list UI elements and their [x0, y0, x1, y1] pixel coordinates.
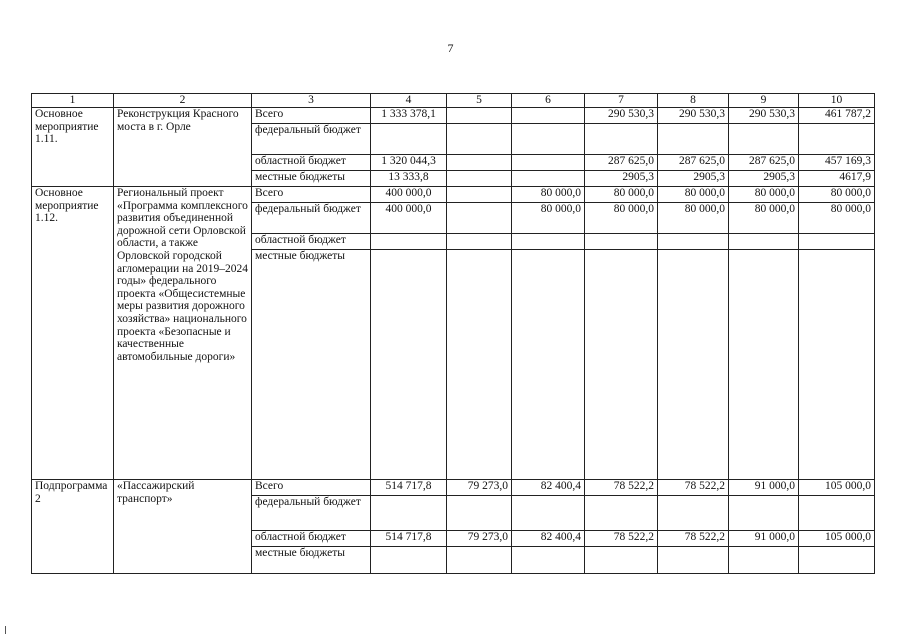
value-cell [729, 547, 799, 574]
funding-source-cell: местные бюджеты [252, 171, 371, 187]
value-cell: 461 787,2 [799, 108, 875, 124]
value-cell [447, 171, 512, 187]
measure-name-cell: Основное мероприятие 1.11. [32, 108, 114, 187]
value-cell: 2905,3 [658, 171, 729, 187]
funding-source-cell: областной бюджет [252, 531, 371, 547]
value-cell: 80 000,0 [585, 187, 658, 203]
value-cell: 79 273,0 [447, 531, 512, 547]
value-cell [729, 124, 799, 155]
value-cell [585, 234, 658, 250]
value-cell [447, 108, 512, 124]
value-cell: 80 000,0 [799, 203, 875, 234]
value-cell [658, 547, 729, 574]
value-cell: 4617,9 [799, 171, 875, 187]
value-cell [447, 250, 512, 480]
value-cell: 91 000,0 [729, 531, 799, 547]
value-cell: 82 400,4 [512, 480, 585, 496]
value-cell: 82 400,4 [512, 531, 585, 547]
value-cell [512, 155, 585, 171]
value-cell: 1 333 378,1 [371, 108, 447, 124]
value-cell: 80 000,0 [799, 187, 875, 203]
value-cell [658, 250, 729, 480]
funding-source-cell: Всего [252, 108, 371, 124]
funding-source-cell: федеральный бюджет [252, 124, 371, 155]
value-cell: 457 169,3 [799, 155, 875, 171]
value-cell: 80 000,0 [512, 187, 585, 203]
value-cell [512, 234, 585, 250]
header-cell: 6 [512, 94, 585, 108]
table-body [32, 94, 875, 574]
value-cell: 514 717,8 [371, 480, 447, 496]
value-cell [371, 124, 447, 155]
value-cell: 290 530,3 [729, 108, 799, 124]
value-cell [447, 155, 512, 171]
value-cell: 78 522,2 [585, 480, 658, 496]
margin-mark [5, 626, 6, 634]
value-cell [447, 187, 512, 203]
value-cell [371, 547, 447, 574]
header-row [32, 94, 875, 108]
measure-name-cell: Основное мероприятие 1.12. [32, 187, 114, 480]
value-cell [447, 234, 512, 250]
value-cell: 2905,3 [729, 171, 799, 187]
value-cell [729, 234, 799, 250]
value-cell [658, 496, 729, 531]
value-cell [371, 496, 447, 531]
value-cell: 80 000,0 [658, 187, 729, 203]
header-cell: 2 [114, 94, 252, 108]
value-cell: 2905,3 [585, 171, 658, 187]
value-cell: 105 000,0 [799, 480, 875, 496]
value-cell: 80 000,0 [729, 203, 799, 234]
value-cell: 13 333,8 [371, 171, 447, 187]
value-cell [585, 496, 658, 531]
funding-source-cell: местные бюджеты [252, 250, 371, 480]
value-cell [729, 250, 799, 480]
value-cell [447, 496, 512, 531]
header-cell: 10 [799, 94, 875, 108]
value-cell [512, 108, 585, 124]
value-cell: 80 000,0 [585, 203, 658, 234]
value-cell [799, 124, 875, 155]
header-cell: 1 [32, 94, 114, 108]
value-cell: 78 522,2 [658, 531, 729, 547]
measure-description-cell: «Пассажирский транспорт» [114, 480, 252, 574]
value-cell [658, 234, 729, 250]
value-cell: 514 717,8 [371, 531, 447, 547]
value-cell: 80 000,0 [658, 203, 729, 234]
measure-description-cell: Региональный проект «Программа комплексного развития объединенной дорожной сети Орловской области, а также Орловской городской агломерации на 2019–2024 годы» федерального проекта «Общесистемные меры развития дорожного хозяйства» национального проекта «Безопасные и качественные автомобильные дороги» [114, 187, 252, 480]
value-cell: 287 625,0 [585, 155, 658, 171]
value-cell [371, 234, 447, 250]
value-cell [512, 250, 585, 480]
header-cell: 8 [658, 94, 729, 108]
value-cell: 78 522,2 [658, 480, 729, 496]
value-cell [512, 496, 585, 531]
value-cell [799, 547, 875, 574]
value-cell [512, 171, 585, 187]
value-cell: 400 000,0 [371, 187, 447, 203]
header-cell: 4 [371, 94, 447, 108]
header-cell: 3 [252, 94, 371, 108]
measure-description-cell: Реконструкция Красного моста в г. Орле [114, 108, 252, 187]
value-cell: 290 530,3 [658, 108, 729, 124]
value-cell: 91 000,0 [729, 480, 799, 496]
value-cell [447, 203, 512, 234]
funding-source-cell: федеральный бюджет [252, 203, 371, 234]
funding-source-cell: Всего [252, 480, 371, 496]
table-row [32, 187, 875, 203]
measure-name-cell: Подпрограмма 2 [32, 480, 114, 574]
funding-source-cell: областной бюджет [252, 155, 371, 171]
funding-source-cell: Всего [252, 187, 371, 203]
value-cell [447, 547, 512, 574]
value-cell: 287 625,0 [658, 155, 729, 171]
funding-source-cell: местные бюджеты [252, 547, 371, 574]
value-cell [512, 547, 585, 574]
value-cell: 105 000,0 [799, 531, 875, 547]
value-cell [799, 250, 875, 480]
value-cell [799, 234, 875, 250]
value-cell [585, 124, 658, 155]
value-cell [658, 124, 729, 155]
value-cell [799, 496, 875, 531]
value-cell: 1 320 044,3 [371, 155, 447, 171]
page-number: 7 [447, 41, 454, 55]
funding-source-cell: областной бюджет [252, 234, 371, 250]
value-cell: 290 530,3 [585, 108, 658, 124]
value-cell [729, 496, 799, 531]
header-cell: 5 [447, 94, 512, 108]
value-cell: 80 000,0 [729, 187, 799, 203]
value-cell: 287 625,0 [729, 155, 799, 171]
header-cell: 9 [729, 94, 799, 108]
table-row [32, 480, 875, 496]
funding-source-cell: федеральный бюджет [252, 496, 371, 531]
value-cell [585, 547, 658, 574]
value-cell [512, 124, 585, 155]
table-row [32, 108, 875, 124]
budget-table [31, 93, 875, 574]
value-cell: 78 522,2 [585, 531, 658, 547]
value-cell [371, 250, 447, 480]
header-cell: 7 [585, 94, 658, 108]
value-cell: 400 000,0 [371, 203, 447, 234]
value-cell: 79 273,0 [447, 480, 512, 496]
value-cell [447, 124, 512, 155]
value-cell: 80 000,0 [512, 203, 585, 234]
value-cell [585, 250, 658, 480]
